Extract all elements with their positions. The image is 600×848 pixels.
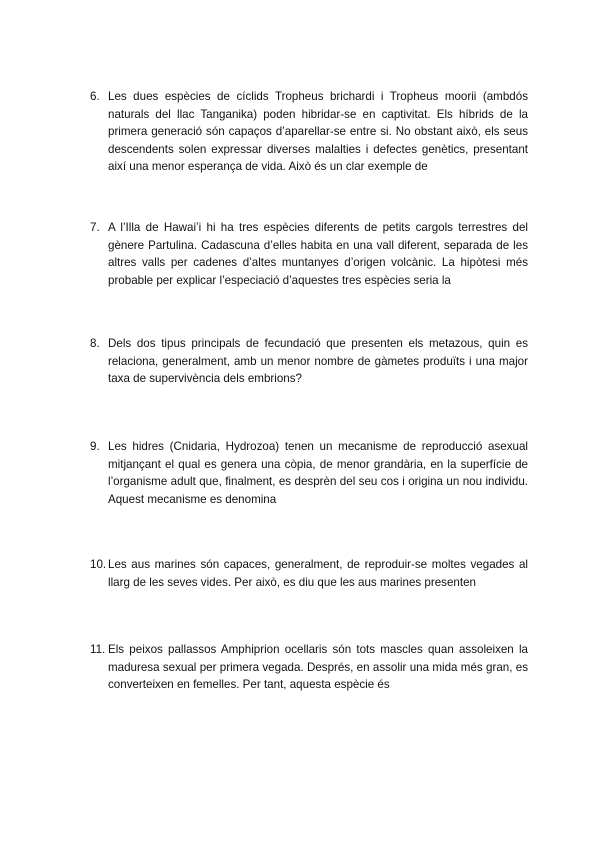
question-number: 11. <box>90 643 106 656</box>
question-number: 10. <box>90 558 107 571</box>
question-text: A l’Illa de Hawai’i hi ha tres espècies diferents de petits cargols terrestres del gènere Partulina. Cadascuna d’elles habita en una vall diferent, separada de les altres valls per cadenes d’altes muntanyes d’origen volcànic. La hipòtesi més probable per explicar l’especiació d’aquestes tres espècies seria la <box>108 221 528 287</box>
question-7 <box>90 219 528 289</box>
question-6 <box>90 88 528 176</box>
question-11 <box>90 641 528 694</box>
question-8 <box>90 335 528 388</box>
question-10 <box>90 556 528 591</box>
question-number: 9. <box>90 440 100 453</box>
question-text: Els peixos pallassos Amphiprion ocellaris són tots mascles quan assoleixen la maduresa sexual per primera vegada. Després, en assolir una mida més gran, es converteixen en femelles. Per tant, aquesta espècie és <box>108 643 528 692</box>
question-text: Les hidres (Cnidaria, Hydrozoa) tenen un mecanisme de reproducció asexual mitjançant el qual es genera una còpia, de menor grandària, en la superfície de l’organisme adult que, finalment, es desprèn del seu cos i origina un nou individu. Aquest mecanisme es denomina <box>108 440 528 506</box>
question-text: Les aus marines són capaces, generalment, de reproduir-se moltes vegades al llarg de les seves vides. Per això, es diu que les aus marines presenten <box>108 558 528 589</box>
question-number: 7. <box>90 221 100 234</box>
question-number: 8. <box>90 337 100 350</box>
question-9 <box>90 438 528 508</box>
question-number: 6. <box>90 90 100 103</box>
question-text: Les dues espècies de cíclids Tropheus brichardi i Tropheus moorii (ambdós naturals del llac Tanganika) poden hibridar-se en captivitat. Els híbrids de la primera generació són capaços d’aparellar-se entre si. No obstant això, els seus descendents solen expressar diverses malalties i defectes genètics, presentant així una menor esperança de vida. Això és un clar exemple de <box>108 90 528 174</box>
question-text: Dels dos tipus principals de fecundació que presenten els metazous, quin es relaciona, generalment, amb un menor nombre de gàmetes produïts i una major taxa de supervivència dels embrions? <box>108 337 528 386</box>
